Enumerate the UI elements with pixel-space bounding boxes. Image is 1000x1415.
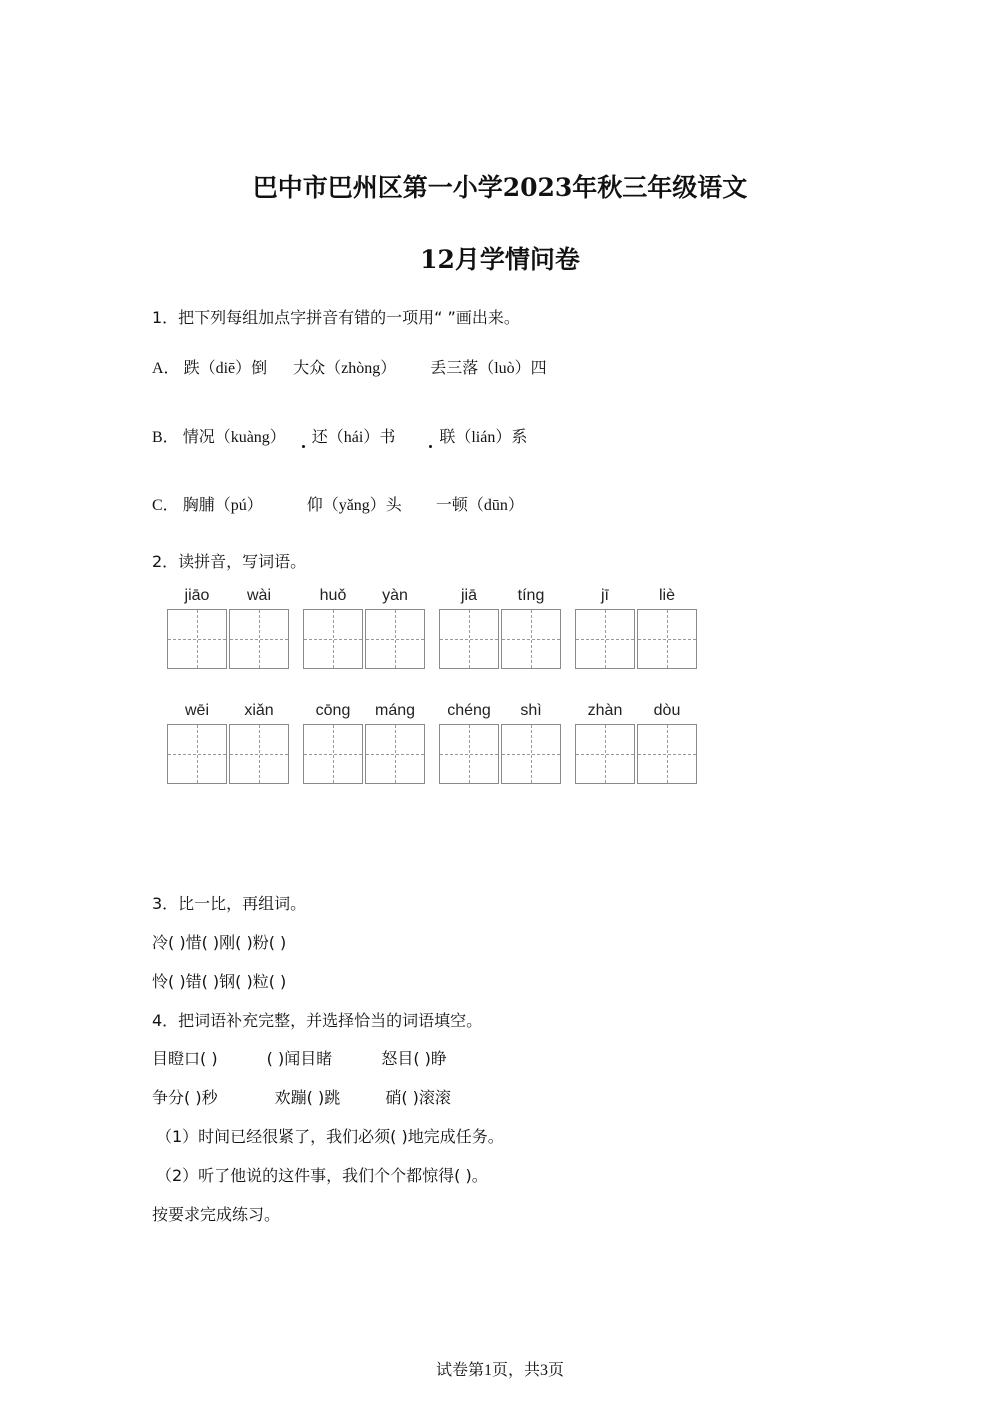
question-1-option-a — [152, 355, 547, 378]
writing-box[interactable] — [637, 724, 697, 784]
writing-box[interactable] — [575, 724, 635, 784]
idiom-item: 硝( )滚滚 — [385, 1088, 451, 1107]
idiom-item: 目瞪口( ) — [152, 1049, 218, 1068]
option-label: B． — [152, 429, 179, 446]
question-4-prompt: 4．把词语补充完整，并选择恰当的词语填空。 — [152, 1011, 483, 1030]
option-item: 还（hái）书 — [311, 429, 396, 446]
grid-guide-line — [304, 754, 362, 755]
question-1-prompt: 1．把下列每组加点字拼音有错的一项用“ ”画出来。 — [152, 308, 520, 327]
option-item: 跌（diē）倒 — [183, 360, 268, 377]
writing-box[interactable] — [229, 609, 289, 669]
question-5-prompt: 按要求完成练习。 — [152, 1205, 281, 1224]
idiom-item: 争分( )秒 — [152, 1088, 218, 1107]
option-item: 胸脯（pú） — [182, 497, 263, 514]
pinyin-label: chéng — [447, 702, 491, 719]
pinyin-label: jiāo — [184, 587, 210, 604]
grid-guide-line — [230, 639, 288, 640]
grid-guide-line — [366, 754, 424, 755]
idiom-item: 欢蹦( )跳 — [274, 1088, 341, 1107]
grid-guide-line — [440, 639, 498, 640]
writing-box[interactable] — [303, 609, 363, 669]
pinyin-label: máng — [374, 702, 416, 719]
page-footer: 试卷第1页，共3页 — [435, 1362, 564, 1379]
question-1-option-b — [152, 424, 527, 447]
question-4-row-2 — [152, 1085, 451, 1108]
writing-box[interactable] — [229, 724, 289, 784]
pinyin-label: cōng — [315, 702, 351, 719]
pinyin-label: xiǎn — [244, 702, 274, 719]
writing-box[interactable] — [365, 724, 425, 784]
writing-box[interactable] — [365, 609, 425, 669]
question-4-sentence-2: （2）听了他说的这件事，我们个个都惊得( )。 — [156, 1166, 488, 1185]
option-item: 仰（yǎng）头 — [306, 497, 402, 514]
grid-guide-line — [230, 754, 288, 755]
pinyin-label: wēi — [184, 702, 209, 719]
pinyin-label: jī — [601, 587, 609, 604]
option-item: 大众（zhòng） — [293, 360, 397, 377]
writing-box[interactable] — [501, 609, 561, 669]
pinyin-label: dòu — [653, 702, 681, 719]
option-label: A． — [152, 360, 180, 377]
writing-box[interactable] — [167, 609, 227, 669]
emphasis-dot — [429, 445, 432, 448]
grid-guide-line — [168, 754, 226, 755]
writing-box[interactable] — [439, 609, 499, 669]
pinyin-label: zhàn — [587, 702, 623, 719]
pinyin-label: wài — [246, 587, 271, 604]
option-item: 丢三落（luò）四 — [430, 360, 547, 377]
question-1-option-c — [152, 492, 524, 515]
page-title: 巴中市巴州区第一小学2023年秋三年级语文 — [252, 173, 748, 202]
option-item: 一顿（dūn） — [435, 497, 524, 514]
grid-guide-line — [576, 639, 634, 640]
idiom-item: ( )闻目睹 — [266, 1049, 333, 1068]
grid-guide-line — [440, 754, 498, 755]
question-4-sentence-1: （1）时间已经很紧了，我们必须( )地完成任务。 — [156, 1127, 504, 1146]
idiom-item: 怒目( )睁 — [381, 1049, 447, 1068]
pinyin-label: tíng — [517, 587, 545, 604]
writing-box[interactable] — [637, 609, 697, 669]
option-item: 联（lián）系 — [439, 429, 528, 446]
question-2-prompt: 2．读拼音，写词语。 — [152, 552, 307, 571]
grid-guide-line — [502, 754, 560, 755]
writing-box[interactable] — [501, 724, 561, 784]
pinyin-label: jiā — [460, 587, 477, 604]
question-3-row-1: 冷( )惜( )刚( )粉( ) — [152, 933, 287, 952]
pinyin-label: liè — [658, 587, 675, 604]
grid-guide-line — [304, 639, 362, 640]
pinyin-label: yàn — [382, 587, 408, 604]
page-subtitle: 12月学情问卷 — [420, 245, 580, 274]
question-3-row-2: 怜( )错( )钢( )粒( ) — [152, 972, 287, 991]
option-label: C． — [152, 497, 179, 514]
pinyin-label: shì — [520, 702, 542, 719]
emphasis-dot — [302, 445, 305, 448]
pinyin-label: huǒ — [319, 587, 347, 604]
grid-guide-line — [638, 754, 696, 755]
question-4-row-1 — [152, 1046, 447, 1069]
option-item: 情况（kuàng） — [182, 429, 286, 446]
question-3-prompt: 3．比一比，再组词。 — [152, 894, 307, 913]
writing-box[interactable] — [303, 724, 363, 784]
writing-box[interactable] — [575, 609, 635, 669]
writing-box[interactable] — [167, 724, 227, 784]
grid-guide-line — [502, 639, 560, 640]
grid-guide-line — [168, 639, 226, 640]
grid-guide-line — [576, 754, 634, 755]
writing-box[interactable] — [439, 724, 499, 784]
grid-guide-line — [638, 639, 696, 640]
grid-guide-line — [366, 639, 424, 640]
